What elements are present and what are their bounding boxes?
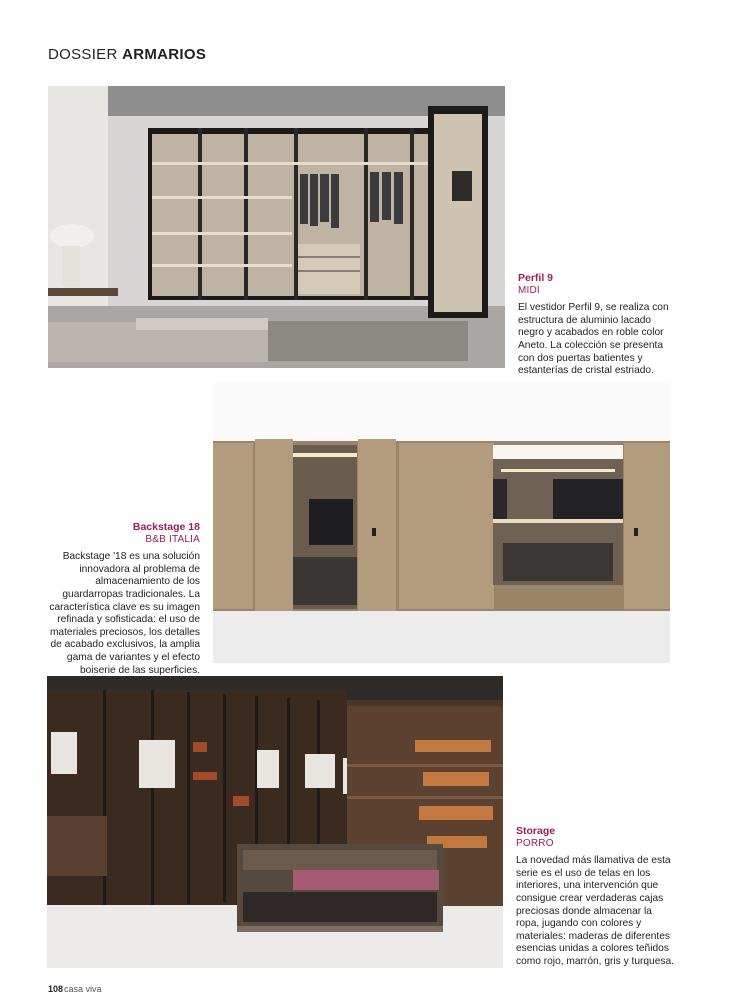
section-topic: ARMARIOS: [122, 46, 207, 63]
perfil-9-text: El vestidor Perfil 9, se realiza con estructura de aluminio lacado negro y acabados en roble color Aneto. La colección se presenta con dos puertas batientes y estanterías de cristal estriado.: [518, 302, 669, 377]
page-footer: [48, 984, 102, 994]
perfil-9-title: Perfil 9: [518, 272, 554, 284]
storage-caption: [516, 825, 676, 969]
storage-text: La novedad más llamativa de esta serie es el uso de telas en los interiores, una intervención que consigue crear verdaderas cajas preciosas donde almacenar la ropa, jugando con colores y materiales: maderas de diferentes esencias unidas a colores teñidos como rojo, marrón, gris y turquesa.: [516, 855, 674, 967]
perfil-9-photo: [48, 86, 505, 368]
magazine-name: casa viva: [64, 984, 102, 994]
perfil-9-caption: [518, 272, 678, 378]
perfil-9-brand: MIDI: [518, 284, 540, 296]
section-header: [48, 46, 206, 63]
storage-brand: PORRO: [516, 837, 554, 849]
backstage-18-caption: [47, 521, 200, 677]
backstage-18-text: Backstage '18 es una solución innovadora al problema de almacenamiento de los guardarropas tradicionales. La característica clave es su imagen refinada y sofisticada: el uso de materiales preciosos, los detalles de acabado exclusivos, la amplia gama de variantes y el efecto boiserie de las superficies.: [49, 551, 200, 676]
backstage-18-brand: B&B ITALIA: [145, 533, 200, 545]
section-label: DOSSIER: [48, 46, 118, 63]
backstage-18-title: Backstage 18: [132, 521, 200, 533]
backstage-18-photo: [213, 383, 670, 663]
page-number: 108: [48, 984, 64, 994]
storage-title: Storage: [516, 825, 556, 837]
storage-photo: [47, 676, 503, 968]
